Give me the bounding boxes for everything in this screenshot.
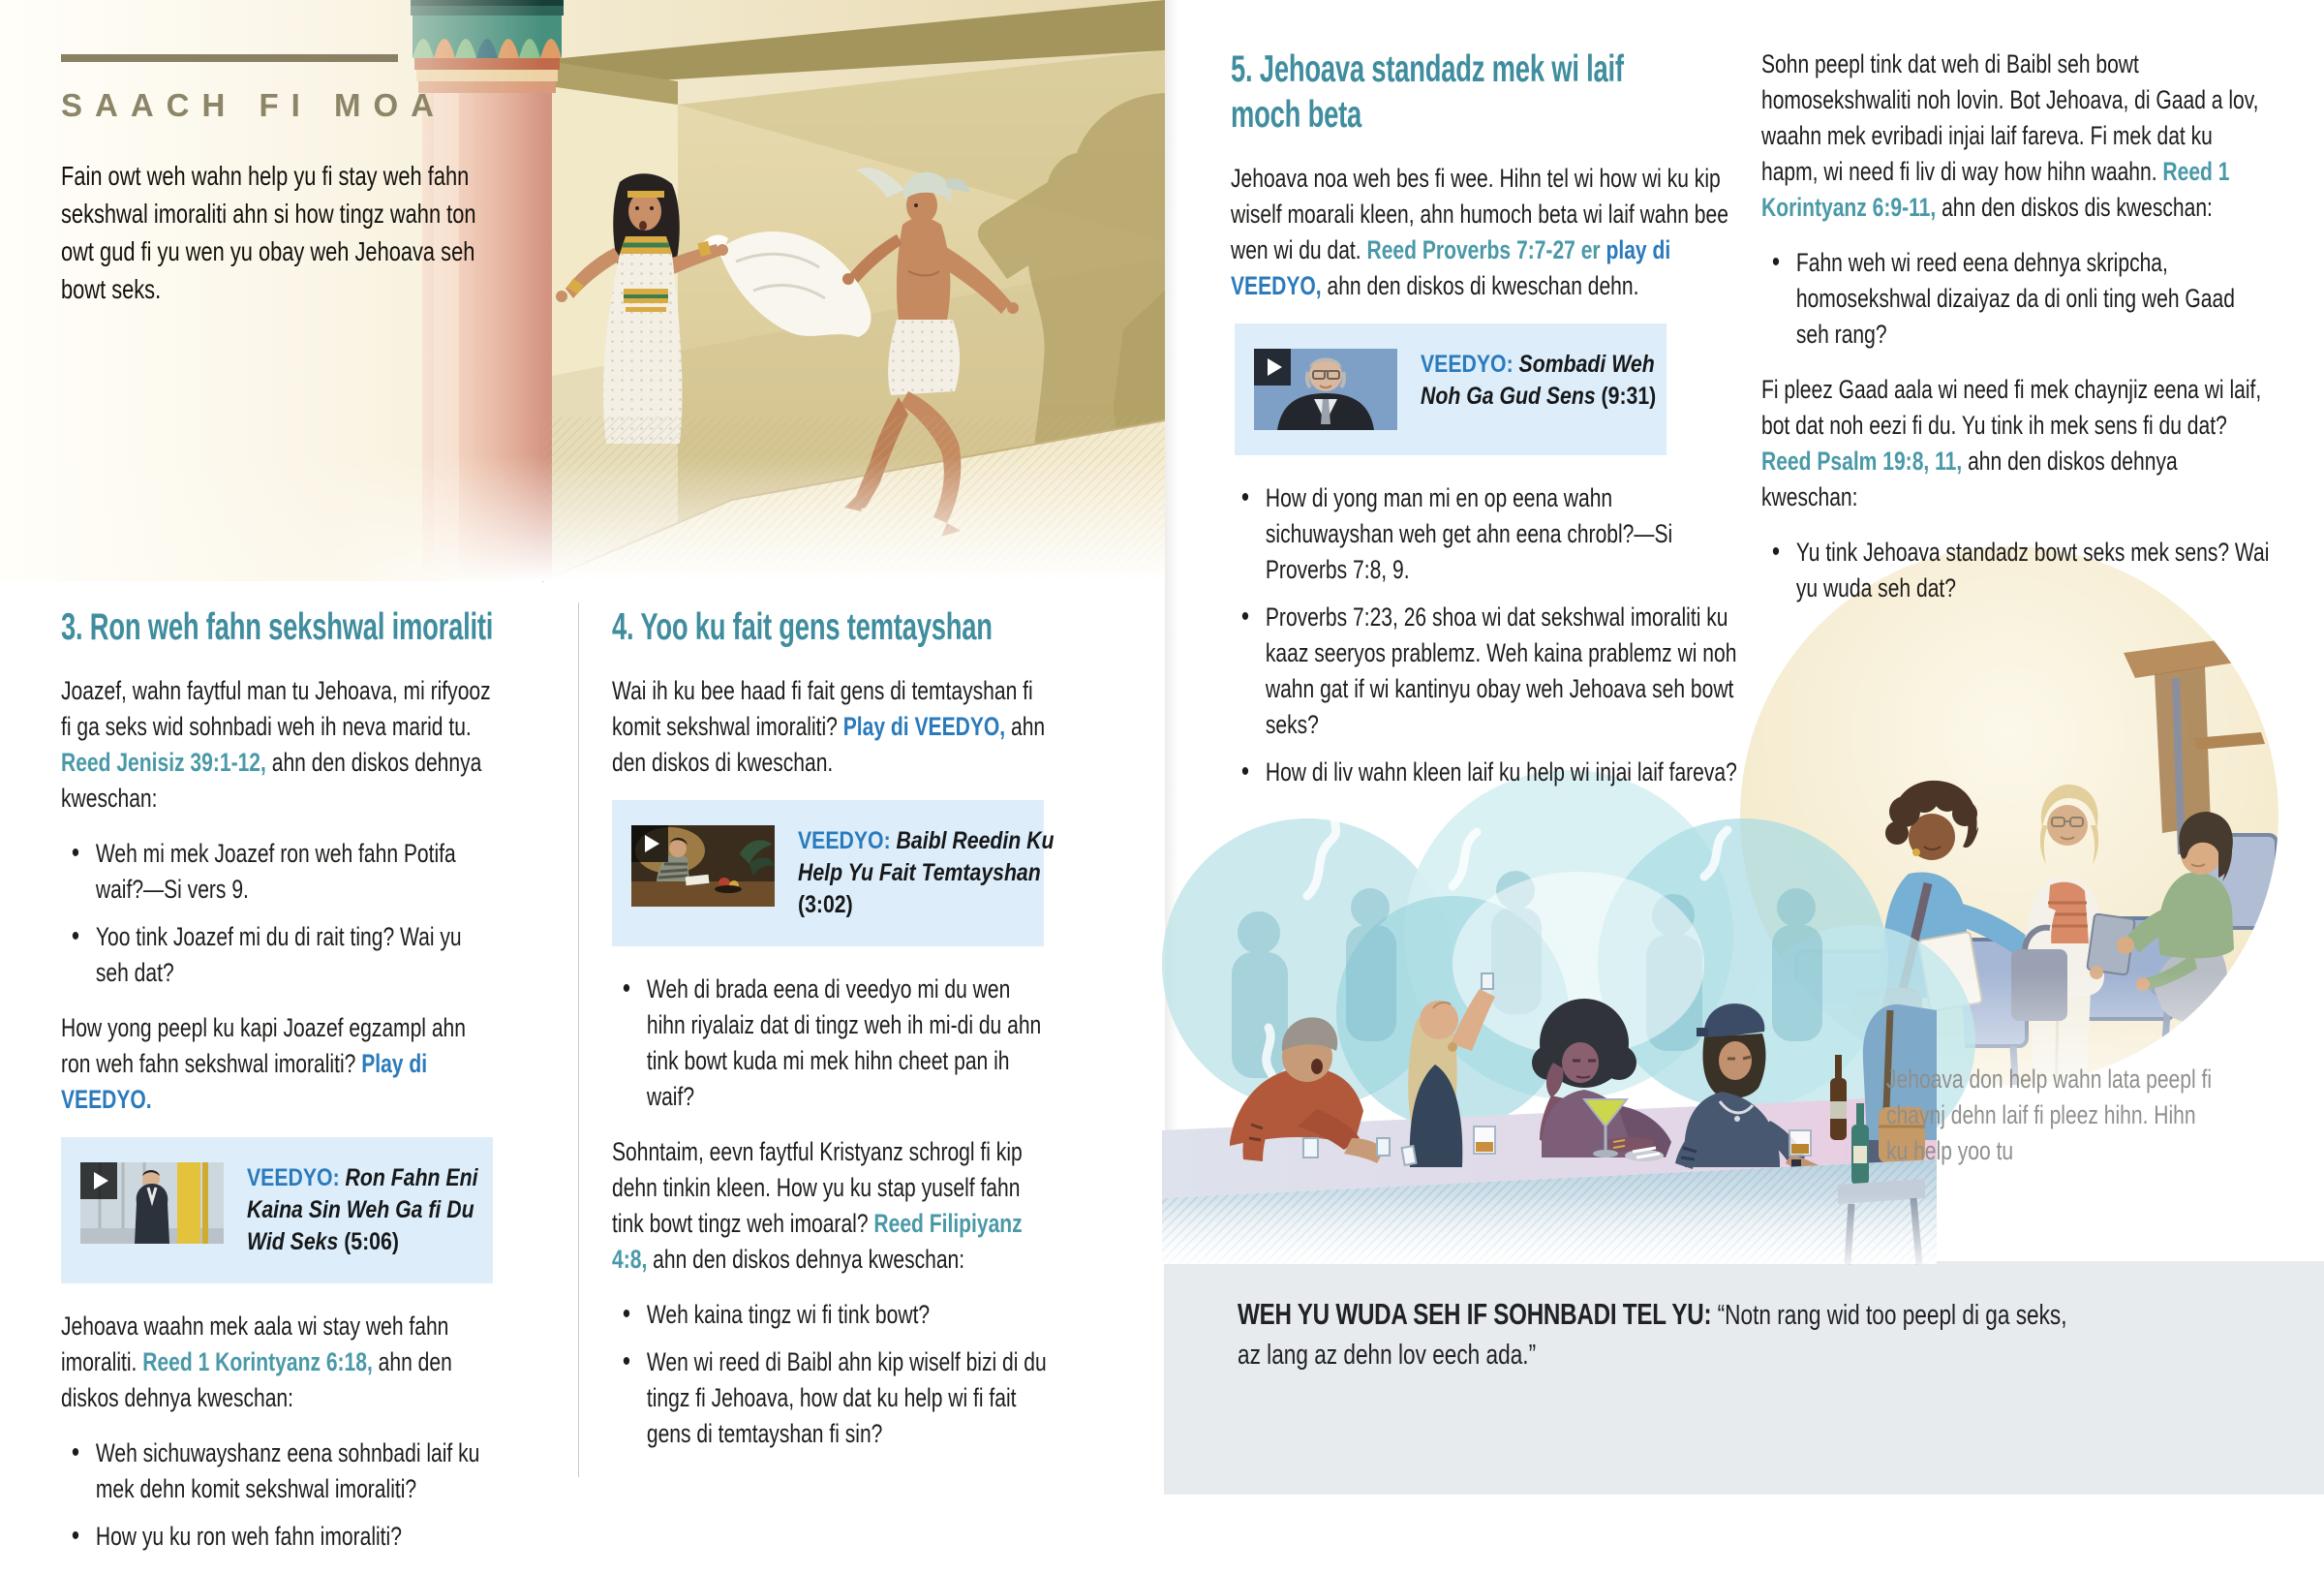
bullet-item: • Weh sichuwayshanz eena sohnbadi laif ku mek dehn komit sekshwal imoraliti? [61, 1435, 499, 1507]
video-duration: (9:31) [1601, 383, 1657, 410]
column-homosexuality [1761, 46, 2273, 626]
text-run: ahn den diskos dehnya kweschan: [61, 748, 482, 813]
bullet-item: • Weh di brada eena di veedyo mi du wen hihn riyalaiz dat di tingz weh ih mi-di du ahn tink bowt kuda mi mek hihn cheet pan ih waif? [612, 972, 1050, 1115]
section-4-bullets-2 [612, 1297, 1050, 1452]
text-run: How yong peepl ku kapi Joazef egzampl ahn ron weh fahn sekshwal imoraliti? [61, 1013, 466, 1078]
caption-text: Jehoava don help wahn lata peepl fi chaynj dehn laif fi pleez hihn. Hihn ku help yoo tu [1886, 1065, 2213, 1165]
text-run: Wai ih ku bee haad fi fait gens di temtayshan fi komit sekshwal imoraliti? [612, 676, 1033, 741]
play-icon[interactable] [1254, 349, 1291, 386]
video-label: VEEDYO: [1421, 351, 1514, 378]
section-4-bullets-1 [612, 972, 1050, 1115]
video-thumbnail-1[interactable] [80, 1162, 224, 1244]
footer-text [1238, 1294, 2068, 1375]
section-3-heading: 3. Ron weh fahn sekshwal imoraliti [61, 606, 494, 648]
column-divider [578, 602, 579, 1477]
column-6-bullets-1 [1761, 245, 2273, 353]
section-5-paragraph-1 [1231, 161, 1738, 304]
scripture-link[interactable]: Reed Jenisiz 39:1-12, [61, 748, 266, 777]
video-title: Baibl Reedin Ku Help Yu Fait Temtayshan [798, 827, 1055, 886]
bullet-item: • Weh kaina tingz wi fi tink bowt? [612, 1297, 1050, 1333]
play-icon[interactable] [631, 825, 668, 862]
bullet-item: • How yu ku ron weh fahn imoraliti? [61, 1519, 499, 1555]
video-box-3[interactable] [1235, 324, 1667, 455]
text-run: Sohntaim, eevn faytful Kristyanz schrogl fi kip dehn tinkin kleen. How yu ku stap yuself fahn tink bowt tingz weh imoaral? [612, 1137, 1023, 1238]
section-5 [1231, 46, 1738, 810]
text-run: ahn den diskos dehnya kweschan: [647, 1245, 965, 1274]
scripture-link[interactable]: Reed Proverbs 7:7-27 er [1366, 235, 1606, 264]
video-thumbnail-2[interactable] [631, 825, 775, 907]
bullet-item: • How di liv wahn kleen laif ku help wi injai laif fareva? [1231, 755, 1738, 790]
illustration-party-scene [1162, 818, 1937, 1264]
bullet-item: • Wen wi reed di Baibl ahn kip wiself bizi di du tingz fi Jehoava, how dat ku help wi fi fait gens di temtayshan fi sin? [612, 1344, 1050, 1452]
section-4-paragraph-2 [612, 1134, 1050, 1278]
kicker-title: SAACH FI MOA [61, 87, 446, 123]
video-link[interactable]: Play di VEEDYO, [842, 712, 1006, 741]
bullet-item: • Yoo tink Joazef mi du di rait ting? Wai yu seh dat? [61, 919, 499, 991]
video-1-text[interactable] [247, 1162, 510, 1258]
text-run: ahn den diskos dis kweschan: [1936, 193, 2213, 222]
text-run: ahn den diskos di kweschan. [612, 712, 1046, 777]
video-label: VEEDYO: [798, 827, 891, 854]
kicker-block [61, 54, 516, 308]
footer-label: WEH YU WUDA SEH IF SOHNBADI TEL YU: [1238, 1297, 1712, 1331]
video-duration: (3:02) [798, 891, 853, 918]
party-illustration-svg [1162, 818, 1937, 1264]
video-2-text[interactable] [798, 825, 1061, 921]
text-run: ahn den diskos di kweschan dehn. [1321, 271, 1639, 300]
text-run: ahn den diskos dehnya kweschan: [1761, 447, 2178, 511]
section-5-bullets [1231, 480, 1738, 790]
bullet-item: • Weh mi mek Joazef ron weh fahn Potifa waif?—Si vers 9. [61, 836, 499, 908]
video-thumbnail-3[interactable] [1254, 349, 1397, 430]
footer-quote: “Notn rang wid too peepl di ga seks, az lang az dehn lov eech ada.” [1238, 1300, 2067, 1371]
video-title: Sombadi Weh Noh Ga Gud Sens [1421, 351, 1655, 410]
text-run: Sohn peepl tink dat weh di Baibl seh bowt homosekshwaliti noh lovin. Bot Jehoava, di Gaad a lov, waahn mek evribadi injai laif fareva. Fi mek dat ku hapm, wi need fi liv di way how hihn waahn. [1761, 49, 2259, 186]
scripture-link[interactable]: Reed Filipiyanz 4:8, [612, 1209, 1023, 1274]
video-link[interactable]: play di VEEDYO, [1231, 235, 1671, 300]
section-3-paragraph-3 [61, 1309, 499, 1416]
section-3-bullets-1 [61, 836, 499, 991]
scripture-link[interactable]: Reed Psalm 19:8, 11, [1761, 447, 1963, 476]
scripture-link[interactable]: Reed 1 Korintyanz 6:18, [142, 1347, 373, 1376]
illustration-caption [1886, 1062, 2235, 1169]
section-4-paragraph-1 [612, 673, 1050, 781]
section-3-paragraph-1 [61, 673, 499, 817]
text-run: Fi pleez Gaad aala wi need fi mek chaynjiz eena wi laif, bot dat noh eezi fi du. Yu tink ih mek sens fi du dat? [1761, 375, 2262, 440]
video-box-1[interactable] [61, 1137, 493, 1283]
column-6-paragraph-2 [1761, 372, 2273, 515]
bullet-item: • Yu tink Jehoava standadz bowt seks mek sens? Wai yu wuda seh dat? [1761, 535, 2273, 606]
text-run: Jehoava noa weh bes fi wee. Hihn tel wi how wi ku kip wiself moarali kleen, ahn humoch beta wi laif wahn bee wen wi du dat. [1231, 164, 1728, 264]
what-would-you-say-box [1164, 1261, 2324, 1495]
kicker-intro: Fain owt weh wahn help yu fi stay weh fahn sekshwal imoraliti ahn si how tingz wahn ton owt gud fi yu wen yu obay weh Jehoava seh bowt seks. [61, 161, 476, 304]
text-run: Jehoava waahn mek aala wi stay weh fahn imoraliti. [61, 1312, 449, 1376]
video-duration: (5:06) [344, 1228, 399, 1255]
video-3-text[interactable] [1421, 349, 1684, 430]
section-4 [612, 604, 1055, 1471]
bullet-item: • Fahn weh wi reed eena dehnya skripcha, homosekshwal dizaiyaz da di onli ting weh Gaad seh rang? [1761, 245, 2273, 353]
kicker-rule [61, 54, 398, 62]
column-6-bullets-2 [1761, 535, 2273, 606]
scripture-link[interactable]: Reed 1 Korintyanz 6:9-11, [1761, 157, 2230, 222]
section-3-paragraph-2 [61, 1010, 499, 1118]
play-icon[interactable] [80, 1162, 117, 1199]
bullet-item: • Proverbs 7:23, 26 shoa wi dat sekshwal imoraliti ku kaaz seeryos prablemz. Weh kaina prablemz wi noh wahn gat if wi kantinyu obay weh Jehoava seh bowt seks? [1231, 600, 1738, 743]
video-link[interactable]: Play di VEEDYO. [61, 1049, 428, 1114]
section-5-heading: 5. Jehoava standadz mek wi laif moch beta [1231, 48, 1624, 136]
video-label: VEEDYO: [247, 1164, 340, 1191]
text-run: Joazef, wahn faytful man tu Jehoava, mi rifyooz fi ga seks wid sohnbadi weh ih neva marid tu. [61, 676, 491, 741]
section-3-bullets-2 [61, 1435, 499, 1555]
bullet-item: • How di yong man mi en op eena wahn sichuwayshan weh get ahn eena chrobl?—Si Proverbs 7:8, 9. [1231, 480, 1738, 588]
column-6-paragraph-1 [1761, 46, 2273, 226]
video-title: Ron Fahn Eni Kaina Sin Weh Ga fi Du Wid Seks [247, 1164, 478, 1255]
section-3 [61, 604, 499, 1574]
section-4-heading: 4. Yoo ku fait gens temtayshan [612, 606, 993, 648]
text-run: ahn den diskos dehnya kweschan: [61, 1347, 452, 1412]
video-box-2[interactable] [612, 800, 1055, 946]
